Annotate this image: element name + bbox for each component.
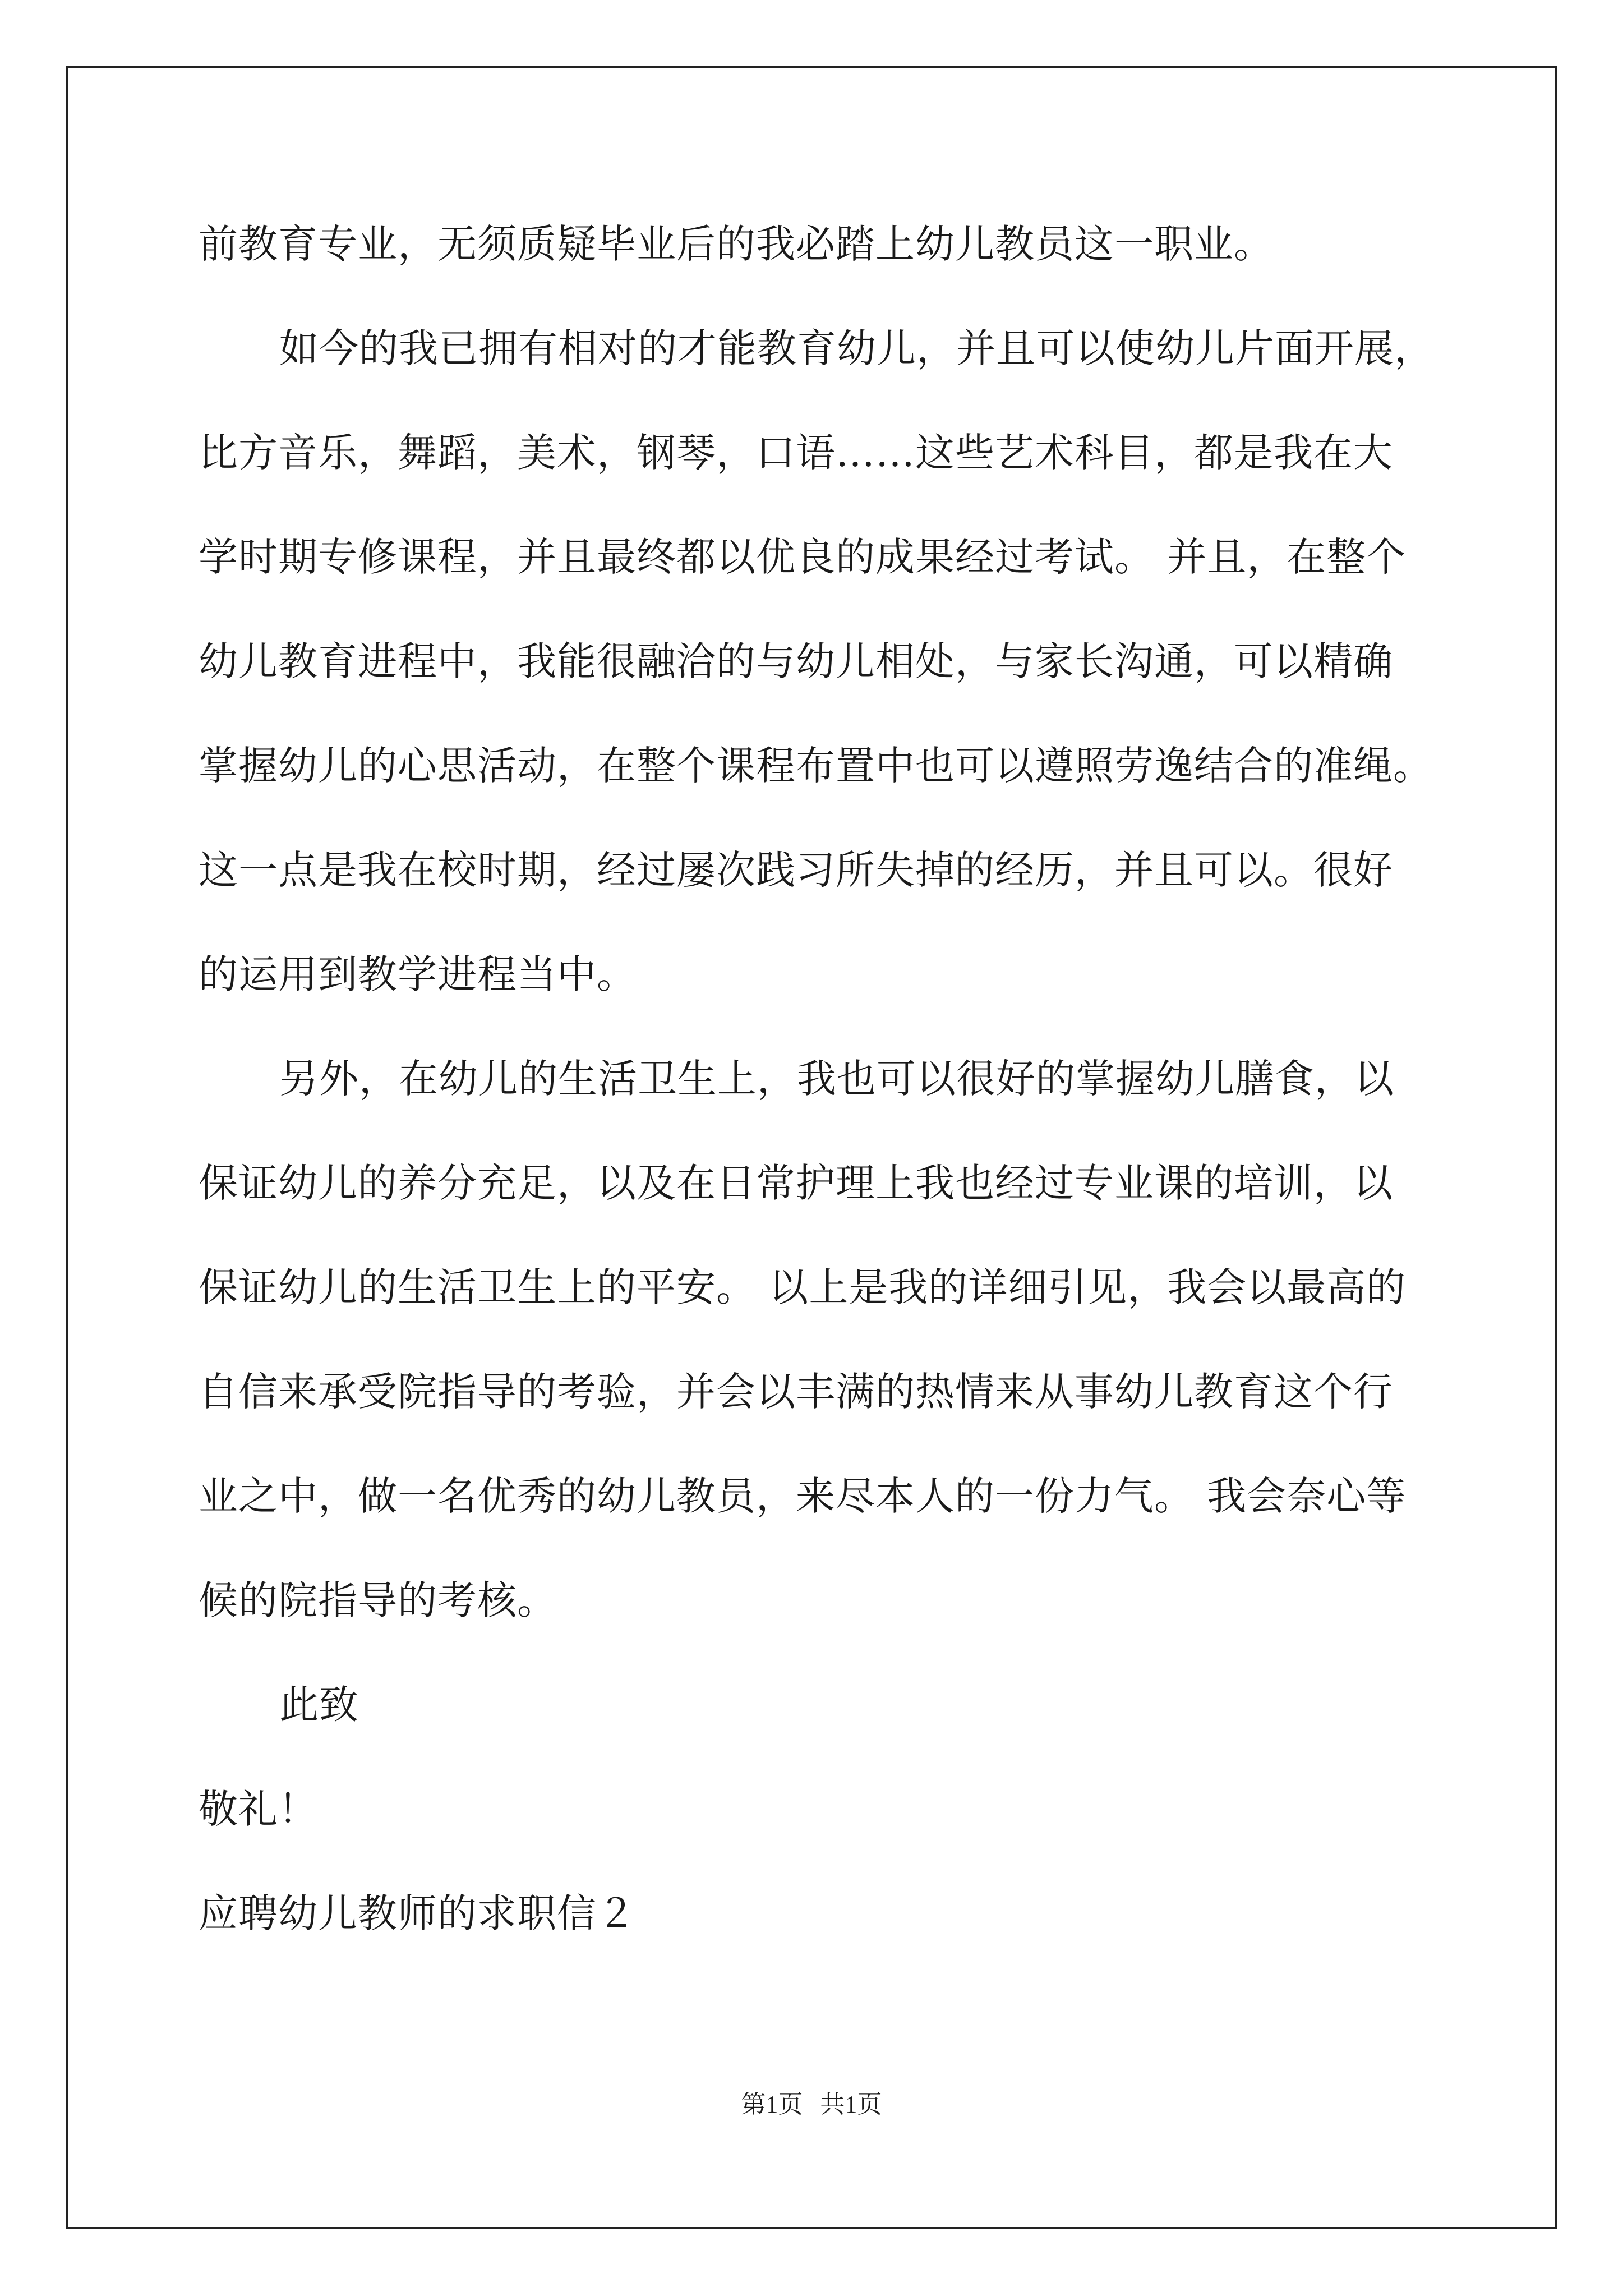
section-heading: 应聘幼儿教师的求职信２ [199, 1890, 637, 1936]
text-line: 自信来承受院指导的考验，并会以丰满的热情来从事幼儿教育这个行 [199, 1369, 1393, 1415]
text-line: 这一点是我在校时期，经过屡次践习所失掉的经历，并且可以。很好 [199, 847, 1393, 893]
text-line: 幼儿教育进程中，我能很融洽的与幼儿相处，与家长沟通，可以精确 [199, 638, 1393, 684]
text-line: 掌握幼儿的心思活动，在整个课程布置中也可以遵照劳逸结合的准绳。 [199, 743, 1433, 789]
text-line: 候的院指导的考核。 [199, 1577, 557, 1623]
paragraph-start-line: 如今的我已拥有相对的才能教育幼儿，并且可以使幼儿片面开展， [279, 325, 1434, 371]
closing-regards: 敬礼！ [199, 1786, 318, 1832]
text-line: 保证幼儿的养分充足，以及在日常护理上我也经过专业课的培训，以 [199, 1160, 1393, 1206]
page-number-total: 共1页 [820, 2091, 882, 2118]
text-line: 保证幼儿的生活卫生上的平安。 以上是我的详细引见，我会以最高的 [199, 1264, 1407, 1310]
text-line: 业之中，做一名优秀的幼儿教员，来尽本人的一份力气。 我会奈心等 [199, 1473, 1407, 1519]
page-footer [0, 2088, 1623, 2122]
closing-salutation: 此致 [279, 1682, 359, 1728]
text-line: 前教育专业，无须质疑毕业后的我必踏上幼儿教员这一职业。 [199, 221, 1274, 267]
text-line: 比方音乐，舞蹈，美术，钢琴，口语……这些艺术科目，都是我在大 [199, 430, 1393, 476]
page-number-current: 第1页 [741, 2091, 803, 2118]
text-line: 的运用到教学进程当中。 [199, 951, 637, 997]
paragraph-start-line: 另外，在幼儿的生活卫生上，我也可以很好的掌握幼儿膳食，以 [279, 1056, 1394, 1102]
text-line: 学时期专修课程，并且最终都以优良的成果经过考试。 并且，在整个 [199, 534, 1407, 580]
